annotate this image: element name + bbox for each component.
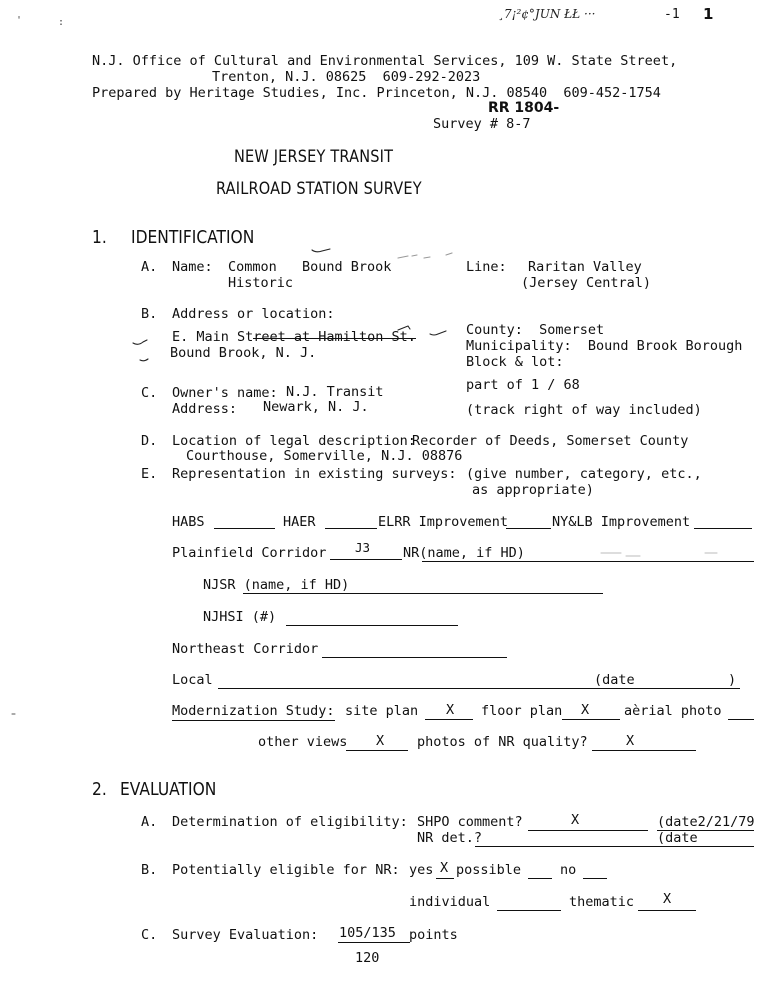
- municipality: Municipality: Bound Brook Borough: [466, 338, 743, 354]
- item-a-letter: A.: [141, 259, 158, 275]
- shpo-label: SHPO comment?: [417, 814, 523, 830]
- line-value: Raritan Valley: [528, 259, 642, 275]
- existing-surveys-note-1: (give number, category, etc.,: [466, 466, 702, 482]
- item-2a-letter: A.: [141, 814, 158, 830]
- faint-marks-name: [398, 253, 452, 258]
- form-title-line-1: NEW JERSEY TRANSIT: [234, 147, 394, 166]
- line-label: Line:: [466, 259, 507, 275]
- faint-marks-nr: [601, 553, 717, 556]
- existing-surveys-note-2: as appropriate): [472, 482, 594, 498]
- section-2-heading: EVALUATION: [120, 779, 217, 800]
- check-mark-address-2: [140, 359, 148, 361]
- other-views-value: X: [376, 733, 385, 749]
- floor-plan-label: floor plan: [481, 703, 563, 719]
- local-date-label: (date: [594, 672, 635, 688]
- nr-label-text: NR(name, if HD): [403, 545, 525, 561]
- item-c-letter: C.: [141, 385, 158, 401]
- corner-mark: -1: [664, 7, 680, 22]
- check-mark-county: [430, 331, 446, 335]
- nylb-label: NY&LB Improvement: [552, 514, 691, 530]
- header-line-2: Trenton, N.J. 08625 609-292-2023: [212, 69, 481, 85]
- njhsi-label: NJHSI (#): [203, 609, 277, 625]
- existing-surveys-label: Representation in existing surveys:: [172, 466, 457, 482]
- plainfield-value: J3: [355, 540, 371, 555]
- photos-value: X: [626, 733, 635, 749]
- page-number-top: 1: [703, 5, 714, 23]
- modernization-label: Modernization Study:: [172, 703, 335, 719]
- owner-label: Owner's name:: [172, 385, 278, 401]
- section-2-number: 2.: [92, 779, 107, 800]
- margin-mark: ': [16, 15, 23, 26]
- owner-value: N.J. Transit: [286, 384, 384, 400]
- individual-label: individual: [409, 894, 491, 910]
- item-b-letter: B.: [141, 306, 158, 322]
- site-plan-label: site plan: [345, 703, 419, 719]
- eligibility-label: Determination of eligibility:: [172, 814, 408, 830]
- shpo-date: (date2/21/79: [657, 814, 755, 830]
- possible-label: possible: [456, 862, 522, 878]
- northeast-label: Northeast Corridor: [172, 641, 319, 657]
- common-name-label: Common: [228, 259, 277, 275]
- item-d-letter: D.: [141, 433, 158, 449]
- received-stamp: ¸7¡²¢°JUN ŁŁ ···: [498, 7, 596, 21]
- block-lot-note: (track right of way included): [466, 402, 702, 418]
- block-lot-value: part of 1 / 68: [466, 377, 580, 393]
- potential-label: Potentially eligible for NR:: [172, 862, 400, 878]
- points-value: 105/135: [339, 925, 396, 941]
- line-value-2: (Jersey Central): [521, 275, 652, 291]
- photos-label: photos of NR quality?: [417, 734, 588, 750]
- shpo-value: X: [571, 812, 580, 828]
- section-1-number: 1.: [92, 227, 107, 248]
- address-line-2: Bound Brook, N. J.: [170, 345, 317, 361]
- thematic-label: thematic: [569, 894, 635, 910]
- yes-value: X: [440, 860, 449, 876]
- survey-evaluation-label: Survey Evaluation:: [172, 927, 319, 943]
- thematic-value: X: [663, 891, 672, 907]
- aerial-label: aèrial photo: [624, 703, 722, 719]
- legal-description-value-2: Courthouse, Somerville, N.J. 08876: [186, 448, 463, 464]
- floor-plan-value: X: [581, 702, 590, 718]
- haer-label: HAER: [283, 514, 316, 530]
- plainfield-label: Plainfield Corridor: [172, 545, 327, 561]
- habs-label: HABS: [172, 514, 205, 530]
- header-line-3: Prepared by Heritage Studies, Inc. Princeton, N.J. 08540 609-452-1754: [92, 85, 661, 101]
- yes-label: yes: [409, 862, 434, 878]
- form-title-line-2: RAILROAD STATION SURVEY: [216, 179, 422, 198]
- no-label: no: [560, 862, 577, 878]
- arrow-mark: [398, 326, 410, 330]
- njsr-label: NJSR (name, if HD): [203, 577, 350, 593]
- section-1-heading: IDENTIFICATION: [131, 227, 255, 248]
- owner-address-label: Address:: [172, 401, 238, 417]
- address-line-1-struck: reet at Hamilton St.: [253, 329, 416, 345]
- historic-name-label: Historic: [228, 275, 294, 291]
- site-plan-value: X: [446, 702, 455, 718]
- legal-description-label: Location of legal description:: [172, 433, 416, 449]
- nr-det-date: (date: [657, 830, 698, 846]
- legal-description-value-1: Recorder of Deeds, Somerset County: [412, 433, 689, 449]
- address-line-1-a: E. Main St: [172, 329, 254, 345]
- item-e-letter: E.: [141, 466, 158, 482]
- rr-number: RR 1804-: [488, 100, 560, 116]
- county: County: Somerset: [466, 322, 605, 338]
- points-label: points: [409, 927, 458, 943]
- owner-address-value: Newark, N. J.: [263, 399, 369, 415]
- check-mark-name: [312, 249, 330, 252]
- check-mark-address-1: [133, 340, 147, 344]
- name-label: Name:: [172, 259, 213, 275]
- item-2b-letter: B.: [141, 862, 158, 878]
- elrr-label: ELRR Improvement: [378, 514, 509, 530]
- item-2c-letter: C.: [141, 927, 158, 943]
- common-name-value: Bound Brook: [302, 259, 392, 275]
- page-footer-number: 120: [355, 950, 380, 966]
- header-line-1: N.J. Office of Cultural and Environmental Services, 109 W. State Street,: [92, 53, 678, 69]
- address-label: Address or location:: [172, 306, 335, 322]
- local-date-close: ): [728, 672, 737, 688]
- nr-det-label: NR det.?: [417, 830, 483, 846]
- local-label: Local: [172, 672, 213, 688]
- other-views-label: other views: [258, 734, 348, 750]
- block-lot-label: Block & lot:: [466, 354, 564, 370]
- survey-number: Survey # 8-7: [433, 116, 531, 132]
- margin-mark-2: :: [58, 17, 65, 28]
